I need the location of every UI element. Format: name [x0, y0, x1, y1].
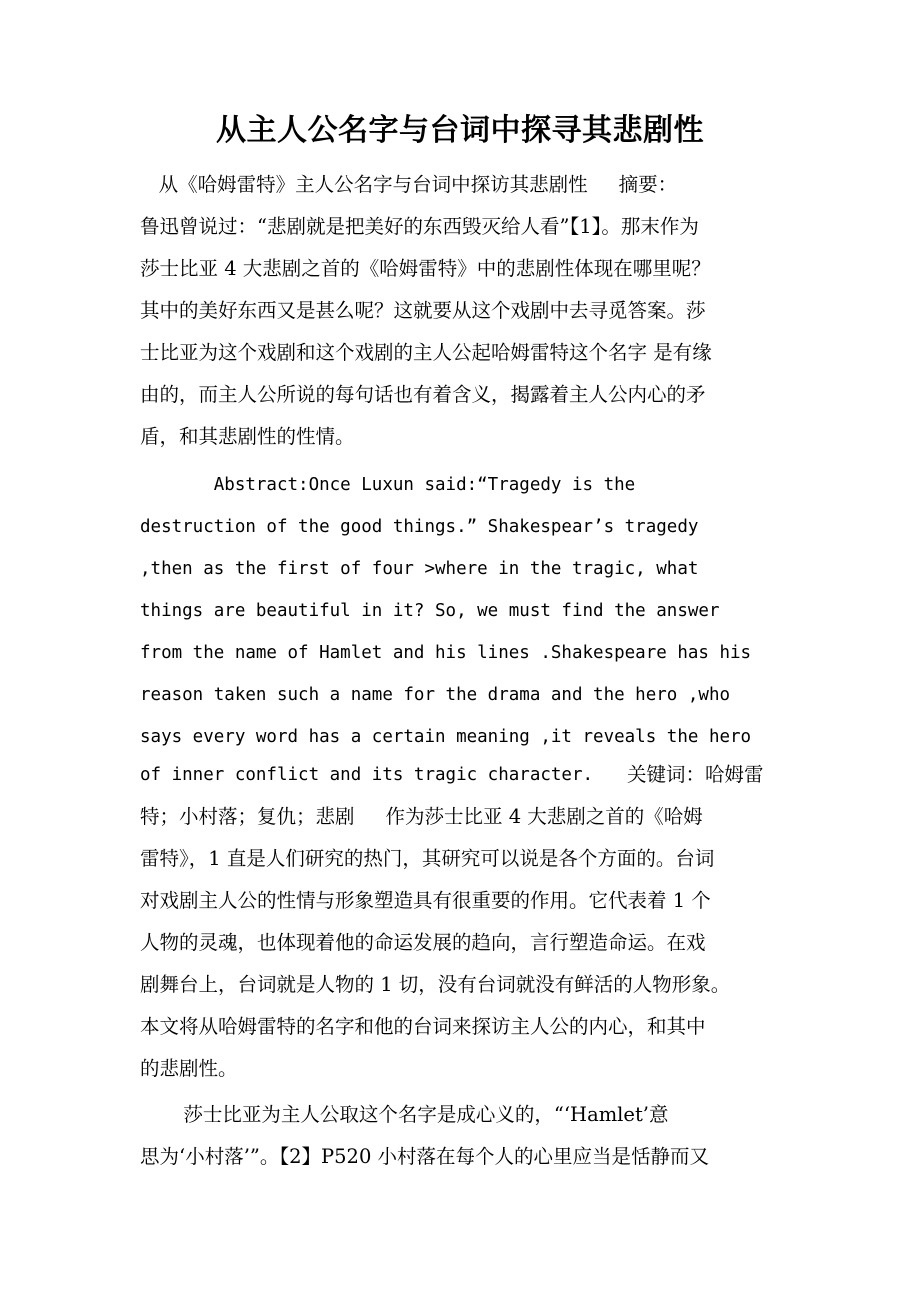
abstract-line: things are beautiful in it? So, we must find the answer — [140, 601, 720, 621]
abstract-line: from the name of Hamlet and his lines .Shakespeare has his — [140, 643, 752, 663]
keywords-label: 关键词：哈姆雷 — [627, 763, 764, 786]
text-line: 莎士比亚 4 大悲剧之首的《哈姆雷特》中的悲剧性体现在哪里呢？ — [140, 257, 711, 280]
text-line: 由的，而主人公所说的每句话也有着含义，揭露着主人公内心的矛 — [140, 383, 706, 406]
text-line: 鲁迅曾说过：“悲剧就是把美好的东西毁灭给人看”【1】。那末作为 — [140, 215, 699, 238]
text-line: 从《哈姆雷特》主人公名字与台词中探访其悲剧性 摘要： — [140, 173, 678, 196]
text-line: 人物的灵魂，也体现着他的命运发展的趋向，言行塑造命运。在戏 — [140, 931, 706, 954]
abstract-line: of inner conflict and its tragic character. — [140, 765, 594, 785]
abstract-line: ,then as the first of four >where in the tragic, what — [140, 559, 699, 579]
abstract-line: reason taken such a name for the drama and the hero ,who — [140, 685, 731, 705]
text-line: 剧舞台上，台词就是人物的 1 切，没有台词就没有鲜活的人物形象。 — [140, 973, 731, 996]
text-line: 对戏剧主人公的性情与形象塑造具有很重要的作用。它代表着 1 个 — [140, 889, 711, 912]
abstract-line: says every word has a certain meaning ,it reveals the hero — [140, 727, 752, 747]
abstract-line: Abstract:Once Luxun said:“Tragedy is the — [140, 475, 636, 495]
text-line: 士比亚为这个戏剧和这个戏剧的主人公起哈姆雷特这个名字 是有缘 — [140, 341, 712, 364]
text-line: 思为‘小村落’”。【2】P520 小村落在每个人的心里应当是恬静而又 — [140, 1145, 710, 1168]
document-title: 从主人公名字与台词中探寻其悲剧性 — [216, 113, 704, 148]
text-line: 本文将从哈姆雷特的名字和他的台词来探访主人公的内心，和其中 — [140, 1015, 706, 1038]
abstract-line: destruction of the good things.” Shakespear’s tragedy — [140, 517, 699, 537]
text-line: 的悲剧性。 — [140, 1057, 238, 1080]
text-line: 盾，和其悲剧性的性情。 — [140, 425, 355, 448]
text-line: 雷特》，1 直是人们研究的热门，其研究可以说是各个方面的。台词 — [140, 847, 715, 870]
text-line: 其中的美好东西又是甚么呢？这就要从这个戏剧中去寻觅答案。莎 — [140, 299, 706, 322]
text-line: 莎士比亚为主人公取这个名字是成心义的，“‘Hamlet’意 — [140, 1103, 669, 1126]
text-line: 特；小村落；复仇；悲剧 作为莎士比亚 4 大悲剧之首的《哈姆 — [140, 805, 703, 828]
